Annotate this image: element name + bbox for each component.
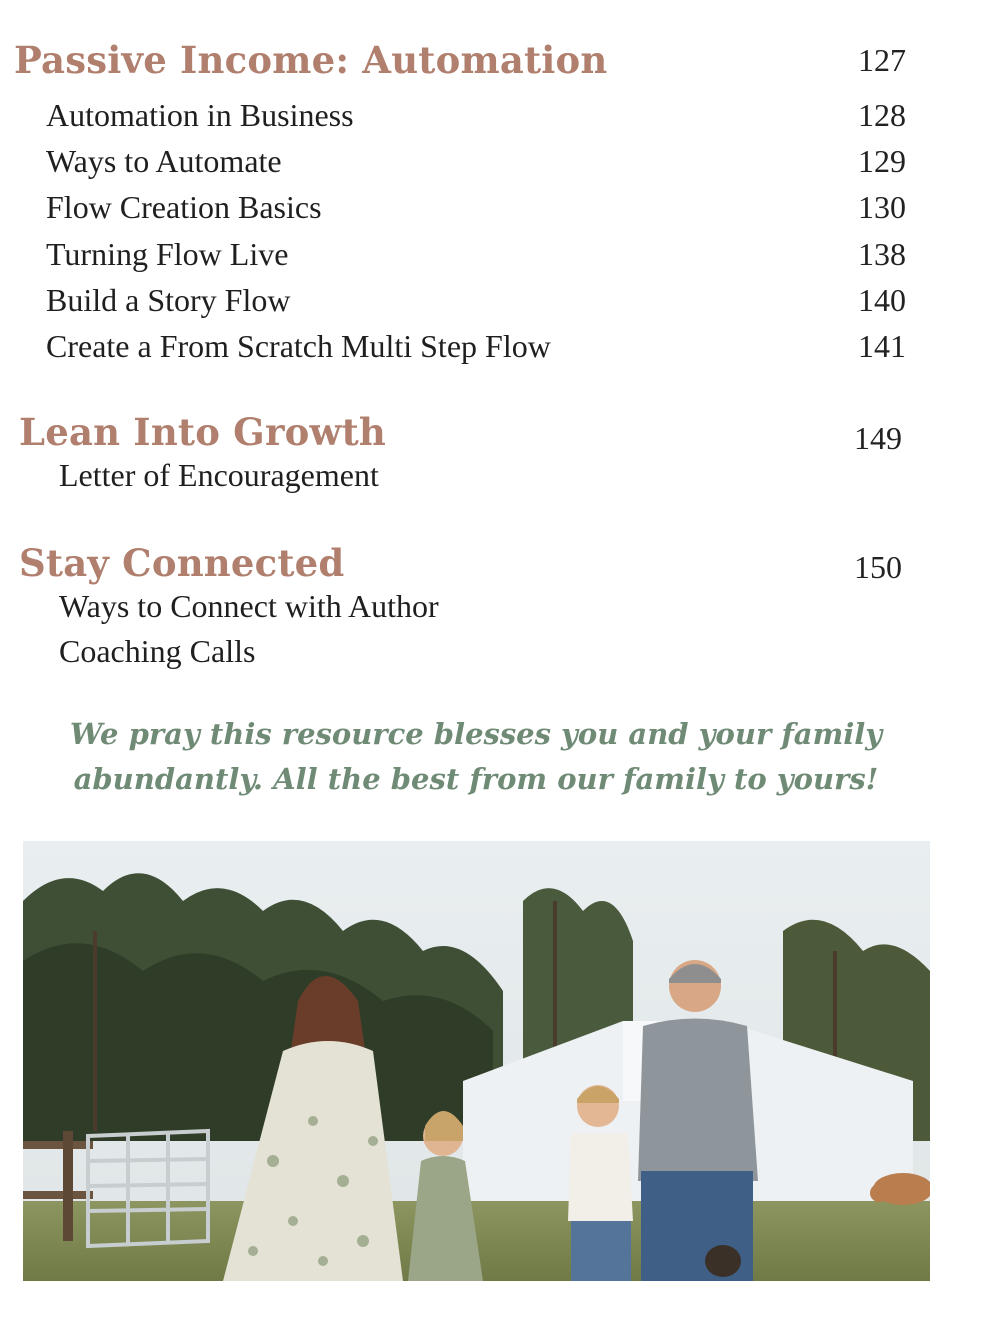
section-page-number: 150 xyxy=(854,549,902,585)
toc-item[interactable]: Coaching Calls xyxy=(59,633,256,669)
section-title-passive-income: Passive Income: Automation xyxy=(14,38,608,82)
toc-item[interactable]: Flow Creation Basics xyxy=(46,189,322,225)
section-title-stay-connected: Stay Connected xyxy=(19,541,345,585)
toc-item-page: 138 xyxy=(858,236,906,272)
toc-item-page: 130 xyxy=(858,189,906,225)
toc-item[interactable]: Ways to Automate xyxy=(46,143,282,179)
closing-note-line-2: abundantly. All the best from our family to yours! xyxy=(73,762,879,796)
toc-item[interactable]: Automation in Business xyxy=(46,97,354,133)
toc-item[interactable]: Letter of Encouragement xyxy=(59,457,379,493)
section-page-number: 149 xyxy=(854,420,902,456)
family-photo xyxy=(23,841,930,1281)
toc-item[interactable]: Ways to Connect with Author xyxy=(59,588,439,624)
toc-item[interactable]: Build a Story Flow xyxy=(46,282,291,318)
toc-item-page: 140 xyxy=(858,282,906,318)
toc-item[interactable]: Turning Flow Live xyxy=(46,236,289,272)
toc-item[interactable]: Create a From Scratch Multi Step Flow xyxy=(46,328,551,364)
closing-note-line-1: We pray this resource blesses you and your family xyxy=(69,717,883,751)
section-title-lean-into-growth: Lean Into Growth xyxy=(19,410,386,454)
toc-item-page: 129 xyxy=(858,143,906,179)
toc-item-page: 128 xyxy=(858,97,906,133)
section-page-number: 127 xyxy=(858,42,906,78)
toc-item-page: 141 xyxy=(858,328,906,364)
